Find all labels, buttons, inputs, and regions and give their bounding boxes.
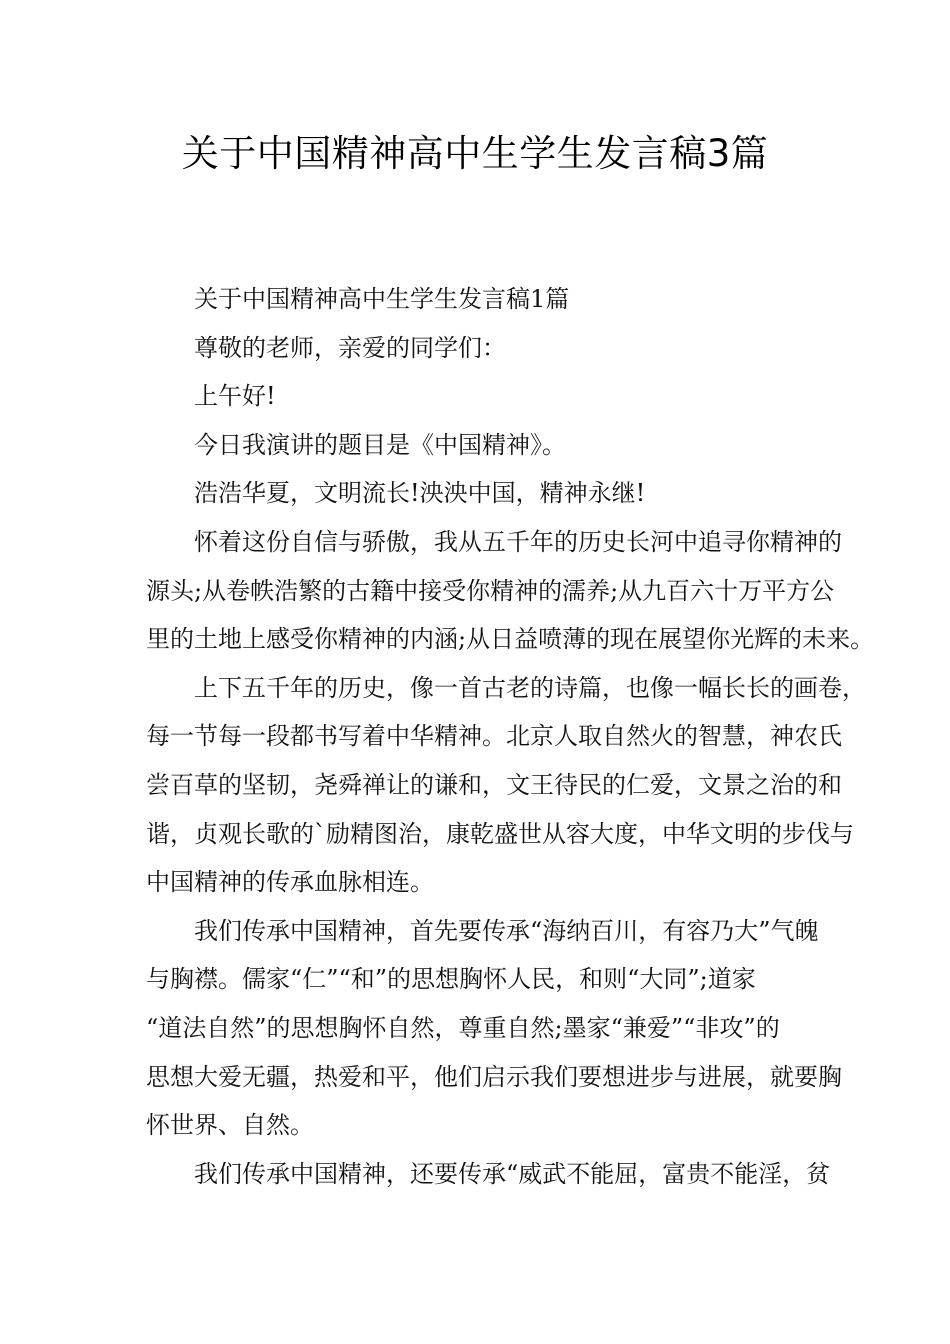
paragraph-line: 里的土地上感受你精神的内涵;从日益喷薄的现在展望你光辉的未来。 xyxy=(146,625,875,654)
paragraph-line: 思想大爱无疆，热爱和平，他们启示我们要想进步与进展，就要胸 xyxy=(146,1062,842,1091)
speech-topic: 今日我演讲的题目是《中国精神》。 xyxy=(194,430,566,459)
salutation: 尊敬的老师，亲爱的同学们： xyxy=(194,333,506,362)
paragraph xyxy=(146,907,842,1150)
slogan: 浩浩华夏，文明流长!泱泱中国，精神永继! xyxy=(194,479,646,508)
paragraph-line: 我们传承中国精神，还要传承“威武不能屈，富贵不能淫，贫 xyxy=(146,1159,831,1188)
section-heading: 关于中国精神高中生学生发言稿1篇 xyxy=(194,285,570,313)
paragraph-line: 中国精神的传承血脉相连。 xyxy=(146,868,434,897)
paragraph-line: 尝百草的坚韧，尧舜禅让的谦和，文王待民的仁爱，文景之治的和 xyxy=(146,770,842,799)
document-body xyxy=(146,275,875,1198)
paragraph-line: 怀着这份自信与骄傲，我从五千年的历史长河中追寻你精神的 xyxy=(146,527,842,556)
paragraph-line: 源头;从卷帙浩繁的古籍中接受你精神的濡养;从九百六十万平方公 xyxy=(146,576,835,605)
document-title: 关于中国精神高中生学生发言稿3篇 xyxy=(181,132,769,175)
paragraph xyxy=(146,1150,831,1199)
paragraph-line: 我们传承中国精神，首先要传承“海纳百川，有容乃大”气魄 xyxy=(146,916,819,945)
paragraph-line: 上下五千年的历史，像一首古老的诗篇，也像一幅长长的画卷， xyxy=(146,673,866,702)
paragraph-line: 每一节每一段都书写着中华精神。北京人取自然火的智慧，神农氏 xyxy=(146,722,842,751)
paragraph xyxy=(146,518,875,664)
greeting: 上午好! xyxy=(194,382,276,411)
paragraph-line: 怀世界、自然。 xyxy=(146,1111,314,1140)
paragraph-line: 与胸襟。儒家“仁”“和”的思想胸怀人民，和则“大同”;道家 xyxy=(146,965,756,994)
paragraph xyxy=(146,664,866,907)
paragraph-line: “道法自然”的思想胸怀自然，尊重自然;墨家“兼爱”“非攻”的 xyxy=(146,1013,780,1042)
paragraph-line: 谐，贞观长歌的`励精图治，康乾盛世从容大度，中华文明的步伐与 xyxy=(146,819,854,848)
